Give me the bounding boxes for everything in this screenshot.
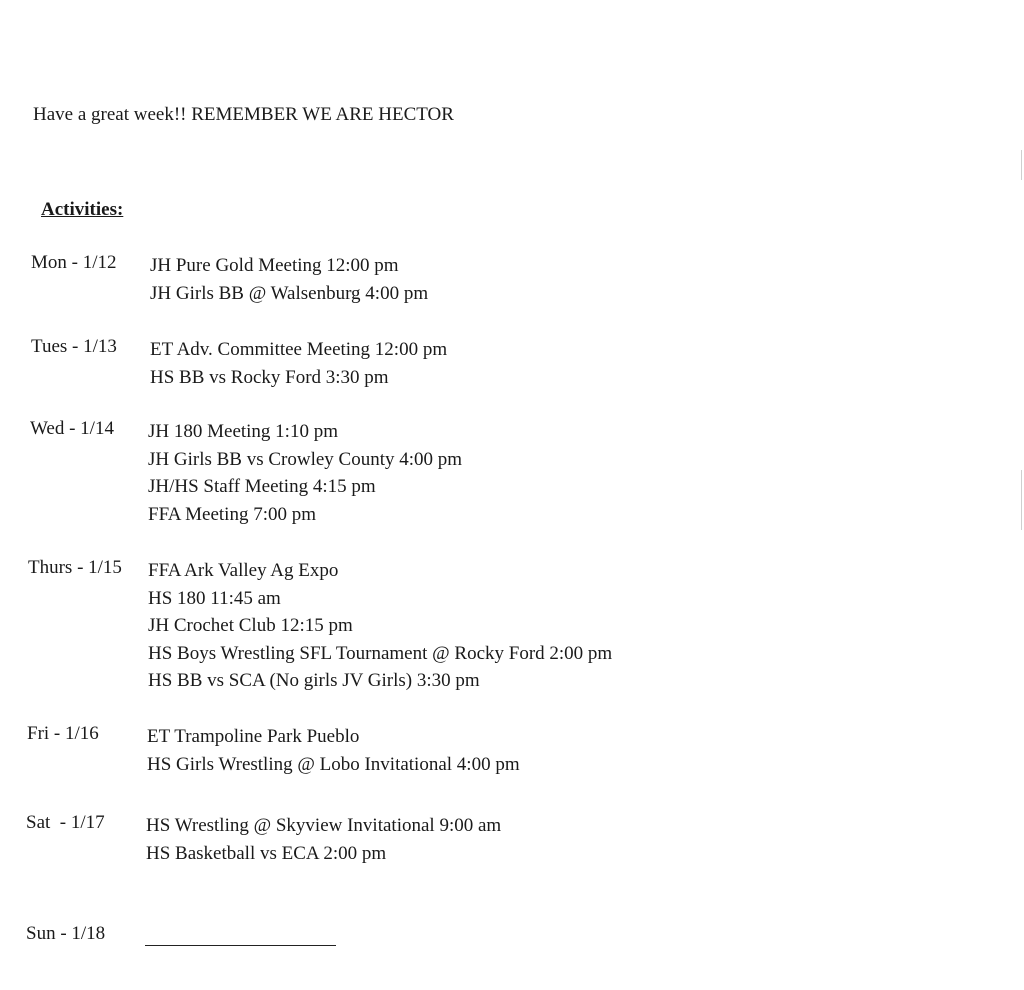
event-item: JH Pure Gold Meeting 12:00 pm xyxy=(150,255,399,276)
event-item: HS BB vs SCA (No girls JV Girls) 3:30 pm xyxy=(148,670,480,691)
event-item: HS BB vs Rocky Ford 3:30 pm xyxy=(150,366,389,388)
event-item: JH/HS Staff Meeting 4:15 pm xyxy=(148,476,376,497)
event-item: HS Basketball vs ECA 2:00 pm xyxy=(146,842,387,864)
blank-fill-line xyxy=(145,945,336,946)
event-item: JH Crochet Club 12:15 pm xyxy=(148,615,353,636)
event-item: HS Girls Wrestling @ Lobo Invitational 4:00 pm xyxy=(147,753,520,775)
greeting-text: Have a great week!! REMEMBER WE ARE HECTOR xyxy=(33,104,454,125)
event-item: JH Girls BB @ Walsenburg 4:00 pm xyxy=(150,282,429,304)
event-list-sat xyxy=(146,812,501,867)
day-label-mon: Mon - 1/12 xyxy=(31,252,117,273)
scan-edge-mark xyxy=(1021,150,1022,180)
event-item: FFA Ark Valley Ag Expo xyxy=(148,560,339,581)
event-item: HS Wrestling @ Skyview Invitational 9:00 am xyxy=(146,815,502,836)
day-label-sun: Sun - 1/18 xyxy=(26,923,106,944)
event-list-mon xyxy=(150,252,428,307)
event-list-wed xyxy=(148,418,462,528)
event-list-fri xyxy=(147,723,520,778)
event-list-tues xyxy=(150,336,447,391)
day-label-fri: Fri - 1/16 xyxy=(27,723,99,744)
event-item: FFA Meeting 7:00 pm xyxy=(148,503,317,525)
activities-heading: Activities: xyxy=(41,199,124,220)
day-label-wed: Wed - 1/14 xyxy=(30,418,114,439)
day-label-sat: Sat - 1/17 xyxy=(26,812,105,833)
event-list-thurs xyxy=(148,557,612,695)
event-item: JH 180 Meeting 1:10 pm xyxy=(148,421,338,442)
day-label-tues: Tues - 1/13 xyxy=(31,336,117,357)
day-label-thurs: Thurs - 1/15 xyxy=(28,557,122,578)
event-item: HS Boys Wrestling SFL Tournament @ Rocky Ford 2:00 pm xyxy=(148,642,613,664)
event-item: ET Trampoline Park Pueblo xyxy=(147,726,360,747)
event-item: HS 180 11:45 am xyxy=(148,587,281,609)
event-item: JH Girls BB vs Crowley County 4:00 pm xyxy=(148,448,463,470)
scan-edge-mark xyxy=(1021,470,1022,530)
event-item: ET Adv. Committee Meeting 12:00 pm xyxy=(150,339,448,360)
